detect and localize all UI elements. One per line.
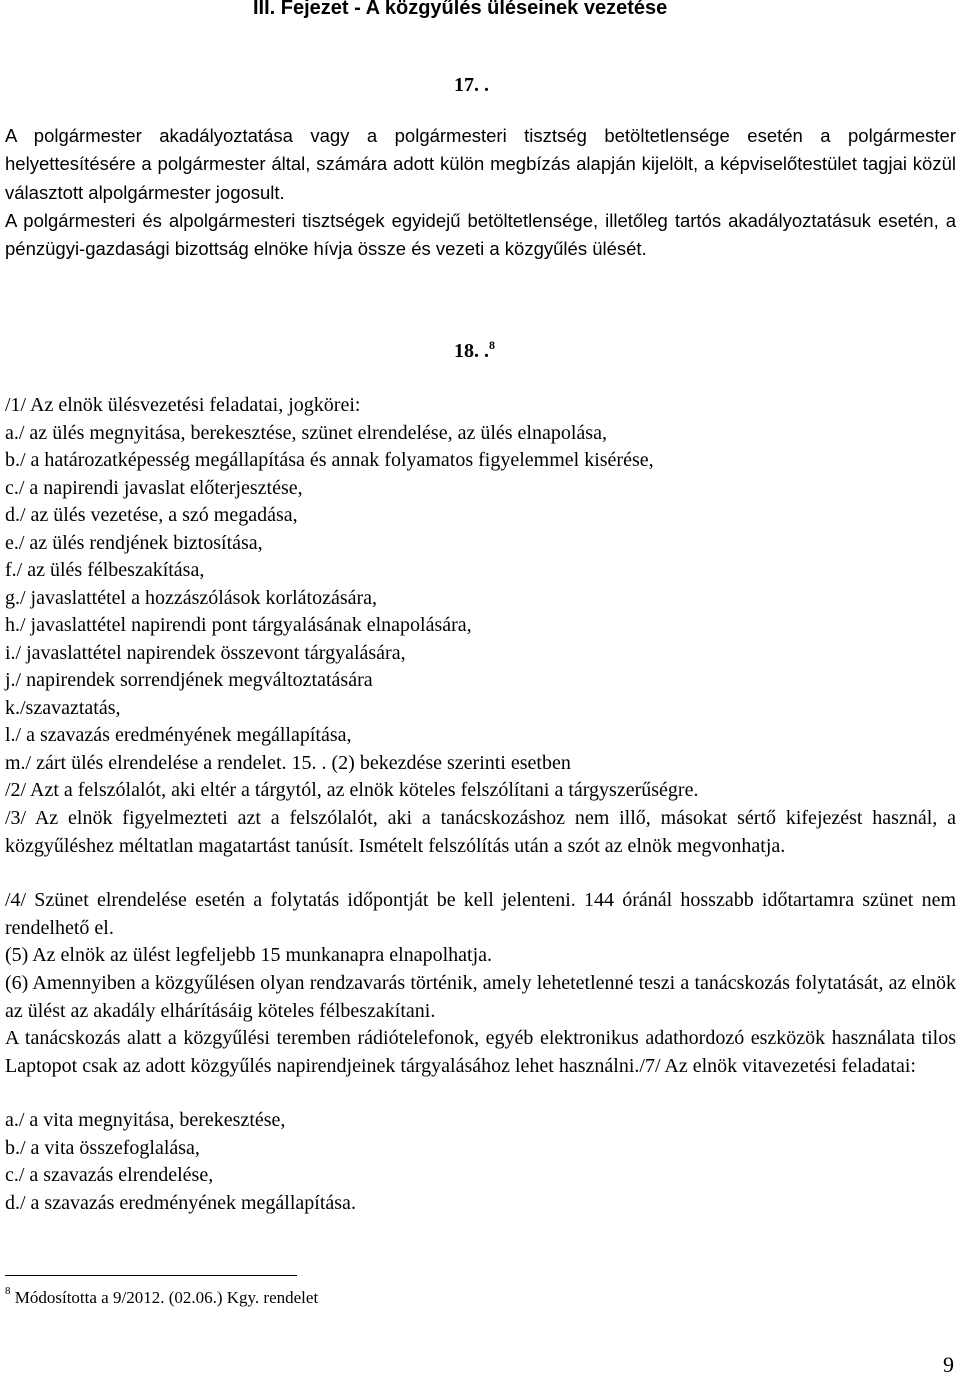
- list-line: c./ a szavazás elrendelése,: [5, 1164, 214, 1186]
- footnote-text: Módosította a 9/2012. (02.06.) Kgy. rendelet: [14, 1288, 319, 1307]
- list-line: f./ az ülés félbeszakítása,: [5, 559, 205, 581]
- page-number: 9: [943, 1352, 954, 1377]
- section-17-paragraph-2: A polgármesteri és alpolgármesteri tisztségek egyidejű betöltetlensége, illetőleg tartós akadályoztatásuk esetén, a pénzügyi-gazdasági bizottság elnöke hívja össze és vezeti a közgyűlés ülését.: [5, 210, 956, 260]
- list-line: b./ a vita összefoglalása,: [5, 1137, 200, 1159]
- list-line: e./ az ülés rendjének biztosítása,: [5, 532, 263, 554]
- list-line: /1/ Az elnök ülésvezetési feladatai, jogkörei:: [5, 394, 361, 416]
- paragraph-3: /3/ Az elnök figyelmezteti azt a felszólalót, aki a tanácskozáshoz nem illő, másokat sértő kifejezést használ, a közgyűléshez méltatlan magatartást tanúsít. Ismételt felszólítás után a szót az elnök megvonhatja.: [5, 807, 956, 857]
- section-17-number: 17. .: [454, 74, 489, 96]
- paragraph-7: A tanácskozás alatt a közgyűlési teremben rádiótelefonok, egyéb elektronikus adathordozó eszközök használata tilos Laptopot csak az adott közgyűlés napirendjeinek tárgyalásához lehet használni./7/ Az elnök vitavezetési feladatai:: [5, 1027, 956, 1077]
- footnote-reference: 8: [489, 338, 495, 352]
- list-line: g./ javaslattétel a hozzászólások korlátozására,: [5, 587, 378, 609]
- section-17-paragraph-1: A polgármester akadályoztatása vagy a polgármesteri tisztség betöltetlensége esetén a polgármester helyettesítésére a polgármester által, számára adott külön megbízás alapján kijelölt, a képviselőtestület tagjai közül választott alpolgármester jogosult.: [5, 125, 956, 203]
- list-line: j./ napirendek sorrendjének megváltoztatására: [5, 669, 373, 691]
- paragraph-6: (6) Amennyiben a közgyűlésen olyan rendzavarás történik, amely lehetetlenné teszi a tanácskozás folytatását, az elnök az ülést az akadály elhárításáig köteles félbeszakítani.: [5, 972, 956, 1022]
- list-line: c./ a napirendi javaslat előterjesztése,: [5, 477, 303, 499]
- list-line: h./ javaslattétel napirendi pont tárgyalásának elnapolására,: [5, 614, 472, 636]
- list-line: i./ javaslattétel napirendek összevont tárgyalására,: [5, 642, 406, 664]
- section-18-heading: [454, 340, 495, 363]
- section-18-number: 18. .: [454, 340, 489, 362]
- footnote: [5, 1285, 319, 1308]
- footnote-separator: [5, 1275, 297, 1276]
- list-line: k./szavaztatás,: [5, 697, 121, 719]
- list-line: /2/ Azt a felszólalót, aki eltér a tárgytól, az elnök köteles felszólítani a tárgyszerűségre.: [5, 779, 699, 801]
- list-line: l./ a szavazás eredményének megállapítása,: [5, 724, 352, 746]
- list-line: b./ a határozatképesség megállapítása és annak folyamatos figyelemmel kisérése,: [5, 449, 654, 471]
- paragraph-4: /4/ Szünet elrendelése esetén a folytatás időpontját be kell jelenteni. 144 óránál hosszabb időtartamra szünet nem rendelhető el.: [5, 889, 956, 939]
- chapter-title: III. Fejezet - A közgyűlés üléseinek vezetése: [253, 0, 668, 19]
- paragraph-5: (5) Az elnök az ülést legfeljebb 15 munkanapra elnapolhatja.: [5, 944, 493, 966]
- list-line: d./ az ülés vezetése, a szó megadása,: [5, 504, 298, 526]
- list-line: d./ a szavazás eredményének megállapítása.: [5, 1192, 356, 1214]
- list-line: a./ a vita megnyitása, berekesztése,: [5, 1109, 286, 1131]
- list-line: m./ zárt ülés elrendelése a rendelet. 15. . (2) bekezdése szerinti esetben: [5, 752, 571, 774]
- list-line: a./ az ülés megnyitása, berekesztése, szünet elrendelése, az ülés elnapolása,: [5, 422, 607, 444]
- footnote-mark: 8: [5, 1285, 11, 1297]
